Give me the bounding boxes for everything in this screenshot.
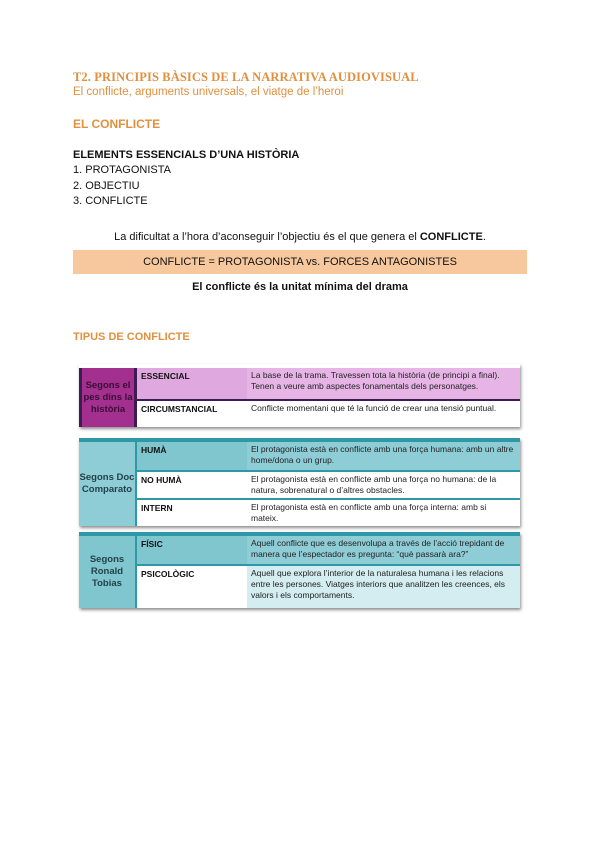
- table-row: [137, 564, 520, 608]
- conflict-table-tobias: [79, 532, 520, 608]
- list-item: 1. PROTAGONISTA: [73, 164, 171, 176]
- section-heading-tipus: TIPUS DE CONFLICTE: [73, 331, 190, 343]
- conflict-table-comparato: [79, 438, 520, 526]
- elements-list: [73, 163, 171, 210]
- list-item: 2. OBJECTIU: [73, 179, 140, 192]
- row-value: Aquell conflicte que es desenvolupa a través de l’acció trepidant de manera que l’espectador es pregunta: “què passarà ara?”: [247, 536, 520, 564]
- row-key: ESSENCIAL: [137, 368, 247, 399]
- row-key: CIRCUMSTANCIAL: [141, 404, 218, 414]
- row-key: NO HUMÀ: [137, 472, 247, 498]
- row-key: HUMÀ: [137, 442, 247, 470]
- difficulty-end: .: [482, 231, 486, 243]
- page-subtitle: El conflicte, arguments universals, el viatge de l’heroi: [73, 86, 344, 98]
- row-key: INTERN: [137, 500, 247, 526]
- equation-text: CONFLICTE = PROTAGONISTA vs. FORCES ANTAGONISTES: [143, 256, 457, 268]
- equation-banner: [73, 250, 527, 274]
- table-row: [137, 442, 520, 470]
- difficulty-text: La dificultat a l’hora d’aconseguir l’objectiu és el que genera el: [114, 231, 420, 243]
- table-row: [137, 536, 520, 564]
- table-category: Segons el pes dins la història: [79, 368, 137, 427]
- section-heading-conflicte: EL CONFLICTE: [73, 117, 161, 131]
- row-value: El protagonista està en conflicte amb una força interna: amb si mateix.: [247, 500, 520, 526]
- row-key: PSICOLÒGIC: [137, 566, 247, 608]
- row-value: El protagonista està en conflicte amb una força humana: amb un altre home/dona o un grup.: [247, 442, 520, 470]
- conflict-table-pes: [79, 364, 520, 427]
- elements-title: ELEMENTS ESSENCIALS D’UNA HISTÒRIA: [73, 149, 300, 161]
- row-value: El protagonista està en conflicte amb una força no humana: de la natura, sobrenatural o d’altres obstacles.: [247, 472, 520, 498]
- row-value: Aquell que explora l’interior de la naturalesa humana i les relacions entre les persones. Viatges interiors que analitzen les creences, els valors i els comportaments.: [247, 566, 520, 608]
- table-category: Segons Doc Comparato: [79, 442, 137, 526]
- table-category: Segons Ronald Tobias: [79, 536, 137, 608]
- row-key: FÍSIC: [137, 536, 247, 564]
- difficulty-strong: CONFLICTE: [419, 231, 483, 243]
- table-row: [137, 399, 520, 427]
- table-row: [137, 470, 520, 498]
- table-row: [137, 368, 520, 399]
- table-row: [137, 498, 520, 526]
- row-value: Conflicte momentani que té la funció de crear una tensió puntual.: [251, 403, 497, 413]
- difficulty-sentence: [0, 231, 600, 243]
- list-item: 3. CONFLICTE: [73, 195, 148, 207]
- unitat-statement: El conflicte és la unitat mínima del drama: [192, 281, 408, 293]
- page-title: T2. PRINCIPIS BÀSICS DE LA NARRATIVA AUDIOVISUAL: [73, 70, 419, 84]
- row-value: La base de la trama. Travessen tota la història (de principi a final). Tenen a veure amb aspectes fonamentals dels personatges.: [247, 368, 520, 399]
